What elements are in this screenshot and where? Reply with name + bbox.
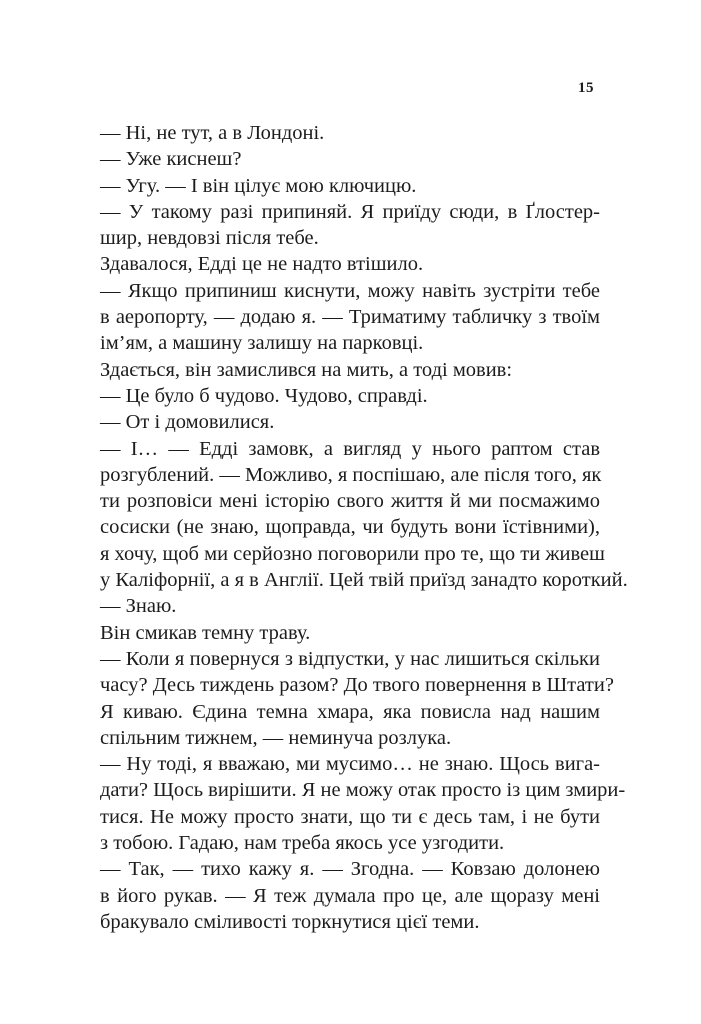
text-line: Здавалося, Едді це не надто втішило. bbox=[100, 253, 424, 276]
text-line: Він смикав темну траву. bbox=[100, 621, 311, 644]
text-line: — Якщо припиниш киснути, можу навіть зустріти тебе bbox=[100, 279, 600, 302]
text-line: дати? Щось вирішити. Я не можу отак просто із цим змири- bbox=[100, 779, 626, 802]
text-line: — Угу. — І він цілує мою ключицю. bbox=[100, 174, 417, 197]
text-line: я хочу, щоб ми серйозно поговорили про те, що ти живеш bbox=[100, 542, 605, 565]
body-text bbox=[100, 120, 628, 935]
text-line: — Уже киснеш? bbox=[100, 148, 242, 171]
text-line: тися. Не можу просто знати, що ти є десь там, і не бути bbox=[100, 805, 600, 828]
text-line: у Каліфорнії, а я в Англії. Цей твій приїзд занадто короткий. bbox=[100, 569, 628, 592]
text-line: — І… — Едді замовк, а вигляд у нього раптом став bbox=[100, 437, 600, 460]
text-line: Я киваю. Єдина темна хмара, яка повисла над нашим bbox=[100, 700, 600, 723]
text-line: — Ну тоді, я вважаю, ми мусимо… не знаю. Щось вига- bbox=[100, 753, 600, 776]
text-line: — Це було б чудово. Чудово, справді. bbox=[100, 384, 428, 407]
page-number: 15 bbox=[578, 80, 594, 96]
text-line: з тобою. Гадаю, нам треба якось усе узгодити. bbox=[100, 832, 505, 855]
text-line: спільним тижнем, — неминуча розлука. bbox=[100, 726, 452, 749]
text-line: шир, невдовзі після тебе. bbox=[100, 227, 319, 250]
text-line: часу? Десь тиждень разом? До твого повернення в Штати? bbox=[100, 674, 614, 697]
text-line: бракувало сміливості торкнутися цієї теми. bbox=[100, 910, 480, 933]
text-line: — Ні, не тут, а в Лондоні. bbox=[100, 122, 325, 144]
text-line: — Так, — тихо кажу я. — Згодна. — Ковзаю долонею bbox=[100, 858, 600, 881]
text-line: ти розповіси мені історію свого життя й ми посмажимо bbox=[100, 490, 600, 513]
text-line: в аеропорту, — додаю я. — Триматиму табличку з твоїм bbox=[100, 306, 600, 329]
text-line: — Коли я повернуся з відпустки, у нас лишиться скільки bbox=[100, 647, 600, 670]
text-line: ім’ям, а машину залишу на парковці. bbox=[100, 332, 424, 355]
text-line: — У такому разі припиняй. Я приїду сюди, в Ґлостер- bbox=[100, 200, 600, 223]
text-line: Здається, він замислився на мить, а тоді мовив: bbox=[100, 358, 513, 381]
text-line: — Знаю. bbox=[100, 595, 177, 618]
text-line: — От і домовилися. bbox=[100, 411, 275, 434]
text-line: сосиски (не знаю, щоправда, чи будуть вони їстівними), bbox=[100, 516, 600, 539]
text-line: розгублений. — Можливо, я поспішаю, але після того, як bbox=[100, 463, 602, 486]
text-line: в його рукав. — Я теж думала про це, але щоразу мені bbox=[100, 884, 600, 907]
